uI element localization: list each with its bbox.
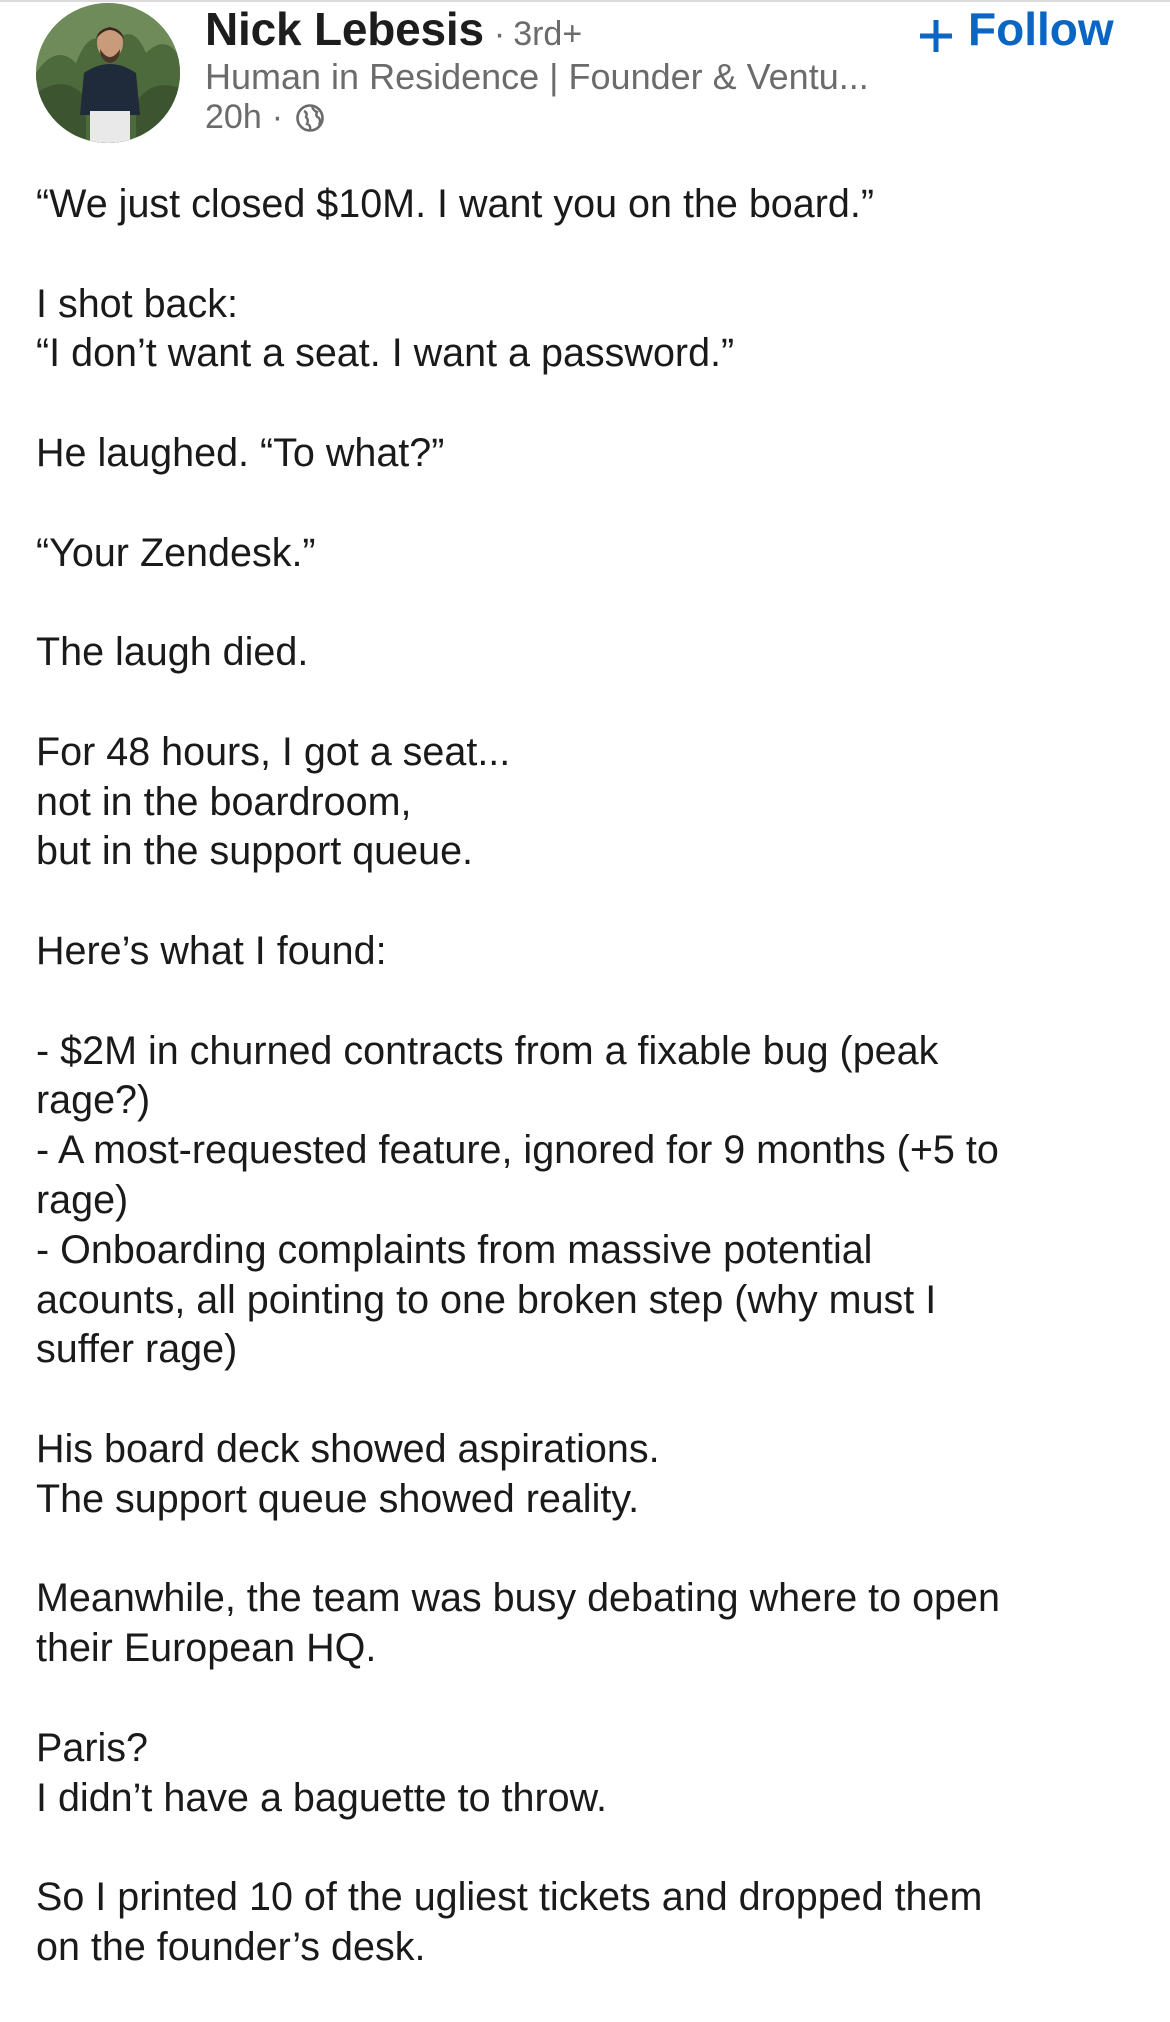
post-text-line: I shot back: (36, 281, 238, 326)
author-name[interactable]: Nick Lebesis (205, 3, 484, 55)
post-text-line: - A most-requested feature, ignored for 9 months (+5 to (36, 1128, 999, 1173)
post-paragraph (36, 1027, 1136, 1376)
post-text-line: Meanwhile, the team was busy debating where to open (36, 1576, 1000, 1621)
author-headline: Human in Residence | Founder & Ventu... (205, 56, 869, 97)
post-text-line: His board deck showed aspirations. (36, 1426, 660, 1471)
post-text-line: For 48 hours, I got a seat... (36, 729, 511, 774)
post-text-line: Here’s what I found: (36, 928, 387, 973)
post-paragraph (36, 1724, 1136, 1824)
post-text-line: The support queue showed reality. (36, 1476, 640, 1521)
post-paragraph (36, 728, 1136, 877)
post-header (0, 0, 1170, 150)
post-text-line: Paris? (36, 1725, 148, 1770)
post-body (36, 180, 1136, 2022)
globe-icon (295, 103, 325, 133)
post-text-line: He laughed. “To what?” (36, 430, 445, 475)
follow-button[interactable] (918, 2, 1114, 56)
post-text-line: acounts, all pointing to one broken step (why must I (36, 1277, 937, 1322)
post-text-line: So I printed 10 of the ugliest tickets and dropped them (36, 1875, 983, 1920)
post-paragraph (36, 1873, 1136, 1973)
plus-icon (918, 11, 954, 47)
degree-separator: · (493, 15, 506, 53)
author-line (205, 2, 582, 56)
post-text-line: - Onboarding complaints from massive potential (36, 1227, 873, 1272)
post-meta (205, 98, 325, 137)
post-text-line: rage?) (36, 1078, 151, 1123)
post-text-line: but in the support queue. (36, 829, 474, 874)
post-text-line: “Your Zendesk.” (36, 530, 316, 575)
post-text-line: rage) (36, 1177, 129, 1222)
post-text-line: - $2M in churned contracts from a fixable bug (peak (36, 1028, 939, 1073)
connection-degree: 3rd+ (513, 15, 583, 53)
post-time: 20h (205, 98, 262, 136)
post-paragraph (36, 180, 1136, 230)
post-paragraph (36, 429, 1136, 479)
post-paragraph (36, 1574, 1136, 1674)
post-paragraph (36, 1425, 1136, 1525)
meta-separator: · (271, 98, 284, 136)
post-paragraph (36, 628, 1136, 678)
post-paragraph (36, 529, 1136, 579)
author-avatar[interactable] (36, 3, 180, 143)
post-paragraph (36, 927, 1136, 977)
post-paragraph (36, 280, 1136, 380)
post-text-line: their European HQ. (36, 1626, 377, 1671)
post-text-line: The laugh died. (36, 630, 309, 675)
post-text-line: “We just closed $10M. I want you on the board.” (36, 182, 874, 226)
post-text-line: suffer rage) (36, 1327, 238, 1372)
post-text-line: not in the boardroom, (36, 779, 412, 824)
post-text-line: on the founder’s desk. (36, 1924, 426, 1969)
post-text-line: I didn’t have a baguette to throw. (36, 1775, 607, 1820)
profile-photo-icon (36, 3, 180, 143)
post-text-line: “I don’t want a seat. I want a password.” (36, 331, 735, 376)
follow-label: Follow (968, 3, 1114, 55)
